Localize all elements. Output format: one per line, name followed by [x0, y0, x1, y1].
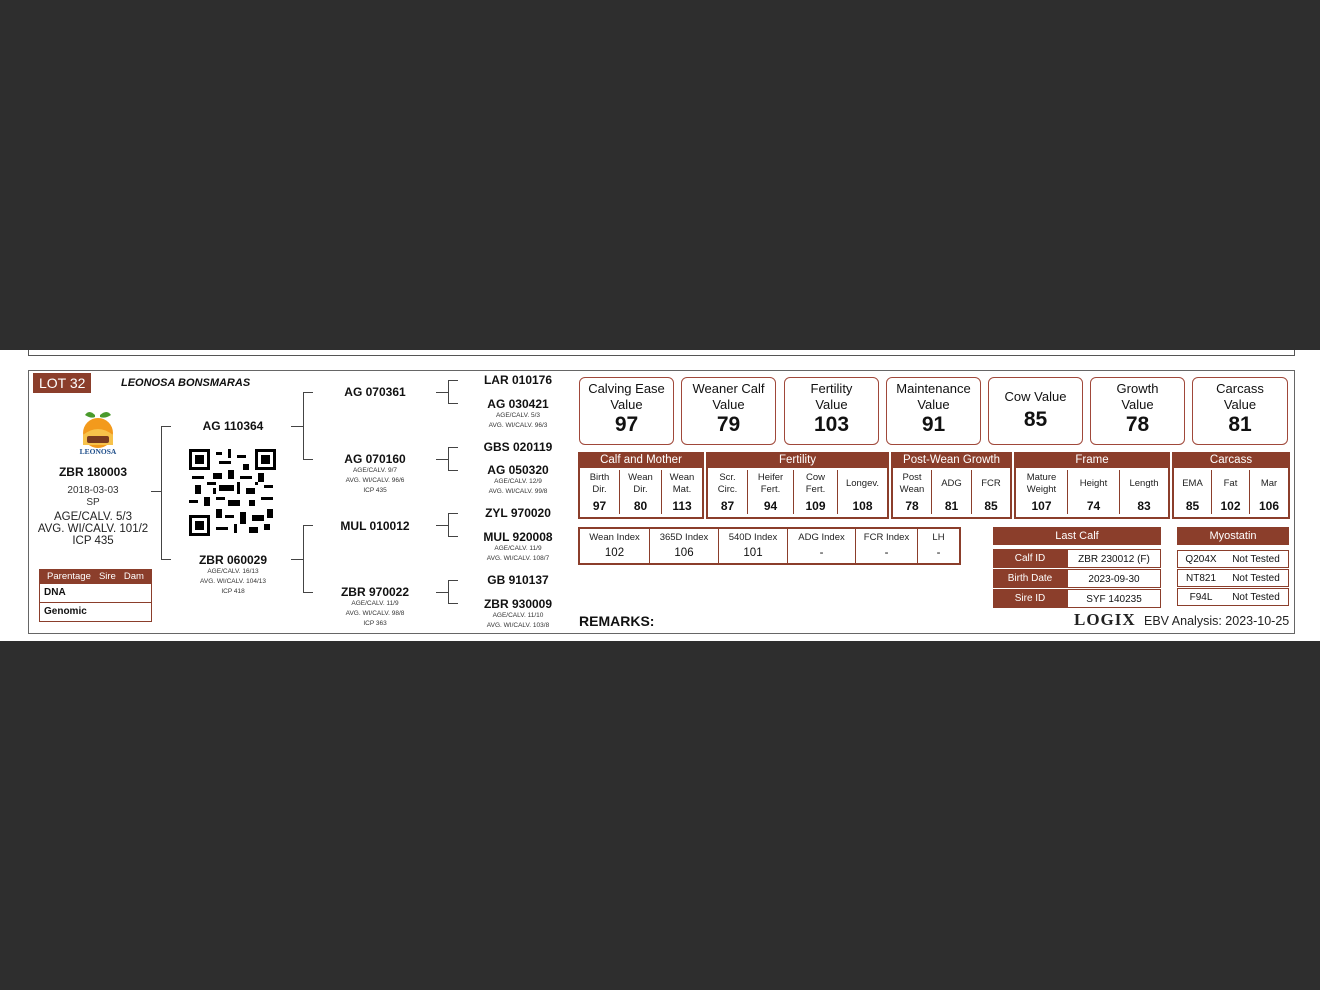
ped-line	[303, 392, 313, 393]
ebv-post-wean	[893, 470, 932, 514]
index-365d	[650, 529, 719, 563]
ebv-value: 85	[984, 499, 998, 513]
value-title: Maintenance	[896, 381, 971, 396]
value-title: Calving Ease	[588, 381, 665, 396]
myostatin-key: Q204X	[1185, 554, 1217, 565]
sds-id: GBS 020119	[483, 440, 553, 454]
value-subtitle: Value	[917, 397, 950, 412]
last-calf-row-birth-date	[993, 569, 1161, 588]
group-calf-and-mother: Calf and Mother	[578, 452, 704, 468]
ebv-value: 109	[805, 499, 826, 513]
index-540d	[719, 529, 788, 563]
parentage-header	[39, 569, 152, 584]
ebv-birth-dir	[580, 470, 620, 514]
ebv-label: Scr. Circ.	[717, 472, 738, 495]
ped-line	[448, 580, 449, 603]
ebv-mature-weight	[1016, 470, 1068, 514]
myostatin-title: Myostatin	[1177, 527, 1289, 545]
index-value: -	[884, 547, 889, 559]
dd-id: ZBR 970022	[340, 585, 410, 599]
sd-avg-wi: AVG. WI/CALV. 96/6	[345, 477, 405, 484]
index-wean	[580, 529, 650, 563]
sire-id: AG 110364	[202, 419, 264, 433]
ebv-label: Fat	[1223, 478, 1238, 489]
ped-line	[448, 470, 458, 471]
ped-line	[436, 459, 448, 460]
dd-icp: ICP 363	[363, 620, 387, 627]
group-fertility: Fertility	[706, 452, 889, 468]
ebv-length	[1120, 470, 1168, 514]
dsd-id: MUL 920008	[483, 530, 553, 544]
animal-icp: ICP 435	[72, 535, 114, 547]
ped-line	[448, 513, 458, 514]
ped-line	[448, 447, 458, 448]
dss-id: ZYL 970020	[485, 506, 551, 520]
index-value: -	[819, 547, 824, 559]
value-title: Weaner Calf	[692, 381, 765, 396]
ebv-value: 108	[852, 499, 873, 513]
ddd-avg-wi: AVG. WI/CALV. 103/8	[486, 622, 550, 629]
value-number: 91	[921, 413, 946, 436]
dds-id: GB 910137	[487, 573, 549, 587]
ebv-label: Length	[1129, 478, 1159, 489]
dd-age-calv: AGE/CALV. 11/9	[351, 600, 399, 607]
myostatin-row-q204x	[1177, 550, 1289, 568]
index-value: 101	[743, 547, 763, 559]
parentage-header-sire: Sire	[98, 571, 116, 582]
index-label: ADG Index	[798, 532, 845, 543]
ebv-longev	[838, 470, 887, 514]
ped-line	[151, 491, 161, 492]
dd-avg-wi: AVG. WI/CALV. 98/8	[345, 610, 405, 617]
parentage-row-dna: DNA	[39, 584, 152, 603]
last-calf-row-calf-id	[993, 549, 1161, 568]
ped-line	[303, 525, 304, 592]
value-title: Fertility	[810, 381, 853, 396]
value-title: Growth	[1116, 381, 1159, 396]
dam-avg-wi: AVG. WI/CALV. 104/13	[200, 578, 266, 585]
animal-birth-date: 2018-03-03	[67, 485, 119, 496]
sd-age-calv: AGE/CALV. 9/7	[352, 467, 398, 474]
last-calf-row-sire-id	[993, 589, 1161, 608]
parentage-header-label: Parentage	[47, 571, 91, 582]
myostatin-key: F94L	[1189, 592, 1213, 603]
last-calf-value: ZBR 230012 (F)	[1067, 549, 1161, 568]
ped-line	[448, 447, 449, 470]
group-post-wean-growth: Post-Wean Growth	[891, 452, 1012, 468]
parentage-header-dam: Dam	[123, 571, 144, 582]
ped-line	[303, 459, 313, 460]
value-box-maintenance	[886, 377, 981, 445]
index-fcr	[856, 529, 918, 563]
dam-age-calv: AGE/CALV. 16/13	[207, 568, 259, 575]
value-number: 85	[1023, 408, 1048, 431]
ped-line	[436, 592, 448, 593]
group-carcass: Carcass	[1172, 452, 1290, 468]
ebv-value: 85	[1185, 499, 1200, 513]
ebv-label: Cow Fert.	[805, 472, 826, 495]
breed-name: LEONOSA BONSMARAS	[121, 377, 251, 389]
ebv-wean-dir	[620, 470, 662, 514]
ebv-value: 97	[592, 499, 607, 513]
ebv-label: FCR	[981, 478, 1001, 489]
ped-line	[436, 525, 448, 526]
index-lh	[918, 529, 959, 563]
last-calf-title: Last Calf	[993, 527, 1161, 545]
value-subtitle: Value	[712, 397, 745, 412]
leonosa-logo-icon	[77, 409, 119, 457]
ped-line	[291, 426, 303, 427]
myostatin-row-nt821	[1177, 569, 1289, 587]
ebv-label: Mature Weight	[1026, 472, 1057, 495]
ebv-value: 107	[1031, 499, 1052, 513]
animal-age-calv: AGE/CALV. 5/3	[54, 511, 132, 523]
dam-icp: ICP 418	[221, 588, 245, 595]
index-adg	[788, 529, 856, 563]
ebv-value: 113	[672, 499, 692, 513]
ebv-wean-mat	[662, 470, 702, 514]
index-label: Wean Index	[589, 532, 640, 543]
index-value: 106	[674, 547, 694, 559]
ebv-analysis-date: EBV Analysis: 2023-10-25	[1144, 614, 1290, 628]
logo-text: LEONOSA	[79, 447, 117, 456]
ped-line	[303, 592, 313, 593]
ped-line	[303, 525, 313, 526]
group-frame: Frame	[1014, 452, 1170, 468]
last-calf-key: Birth Date	[993, 569, 1067, 588]
ebv-value: 78	[905, 499, 919, 513]
last-calf-value: 2023-09-30	[1067, 569, 1161, 588]
ssd-avg-wi: AVG. WI/CALV. 96/3	[488, 422, 548, 429]
ped-line	[161, 426, 162, 559]
index-table	[578, 527, 961, 565]
sd-icp: ICP 435	[363, 487, 387, 494]
ebv-label: Mar	[1260, 478, 1278, 489]
ebv-heifer-fert	[748, 470, 794, 514]
ebv-label: Longev.	[845, 478, 880, 489]
sdd-avg-wi: AVG. WI/CALV. 99/8	[488, 488, 548, 495]
sd-id: AG 070160	[344, 452, 406, 466]
ebv-scr-circ	[708, 470, 748, 514]
remarks-label: REMARKS:	[579, 613, 655, 629]
value-box-fertility	[784, 377, 879, 445]
ped-line	[448, 403, 458, 404]
parentage-table	[39, 569, 152, 622]
ped-line	[161, 426, 171, 427]
ped-line	[448, 380, 449, 403]
value-title: Carcass	[1216, 381, 1264, 396]
ds-id: MUL 010012	[340, 519, 410, 533]
ebv-label: Birth Dir.	[589, 472, 610, 495]
ssd-id: AG 030421	[487, 397, 549, 411]
value-subtitle: Value	[610, 397, 643, 412]
index-label: 365D Index	[659, 532, 709, 543]
lot-badge: LOT 32	[33, 373, 91, 393]
value-box-weaner-calf	[681, 377, 776, 445]
ped-line	[161, 559, 171, 560]
value-number: 78	[1125, 413, 1150, 436]
animal-code: SP	[86, 497, 100, 508]
ebv-value: 80	[633, 499, 648, 513]
ddd-id: ZBR 930009	[483, 597, 553, 611]
value-number: 79	[716, 413, 741, 436]
ebv-ema	[1174, 470, 1212, 514]
dsd-age-calv: AGE/CALV. 11/9	[494, 545, 542, 552]
ebv-value: 74	[1086, 499, 1101, 513]
catalogue-page	[0, 350, 1320, 641]
value-subtitle: Value	[1121, 397, 1154, 412]
ss-id: AG 070361	[344, 385, 406, 399]
ebv-fat	[1212, 470, 1250, 514]
ped-line	[448, 380, 458, 381]
lot-card	[28, 370, 1295, 634]
index-label: FCR Index	[863, 532, 910, 543]
value-number: 103	[813, 413, 850, 436]
ped-line	[303, 392, 304, 459]
ebv-mar	[1250, 470, 1288, 514]
myostatin-key: NT821	[1185, 573, 1216, 584]
ped-line	[448, 536, 458, 537]
ebv-fcr	[972, 470, 1010, 514]
value-title: Cow Value	[1004, 389, 1067, 404]
ebv-adg	[932, 470, 972, 514]
ebv-value: 106	[1258, 499, 1280, 513]
dam-id: ZBR 060029	[198, 553, 268, 567]
value-number: 81	[1228, 413, 1252, 436]
animal-avg-wi: AVG. WI/CALV. 101/2	[37, 523, 149, 535]
ebv-label: Wean Dir.	[628, 472, 653, 495]
ebv-value: 87	[720, 499, 735, 513]
value-number: 97	[614, 413, 639, 436]
ssd-age-calv: AGE/CALV. 5/3	[495, 412, 541, 419]
ped-line	[448, 603, 458, 604]
ebv-label: Post Wean	[899, 472, 925, 495]
sdd-id: AG 050320	[487, 463, 549, 477]
index-value: 102	[604, 547, 625, 559]
ddd-age-calv: AGE/CALV. 11/10	[492, 612, 544, 619]
logix-logo: LOGIX	[1074, 610, 1136, 629]
value-box-cow-value	[988, 377, 1083, 445]
sdd-age-calv: AGE/CALV. 12/9	[494, 478, 542, 485]
ped-line	[448, 580, 458, 581]
index-label: LH	[932, 532, 945, 543]
animal-id: ZBR 180003	[58, 465, 128, 479]
index-label: 540D Index	[728, 532, 778, 543]
ebv-value: 83	[1137, 499, 1151, 513]
value-subtitle: Value	[1223, 397, 1257, 412]
value-box-growth	[1090, 377, 1185, 445]
myostatin-value: Not Tested	[1232, 573, 1280, 584]
ebv-label: ADG	[941, 478, 962, 489]
ped-line	[436, 392, 448, 393]
last-calf-key: Calf ID	[993, 549, 1067, 568]
myostatin-value: Not Tested	[1232, 592, 1280, 603]
ebv-height	[1068, 470, 1120, 514]
ebv-label: Wean Mat.	[669, 472, 695, 495]
parentage-row-genomic: Genomic	[39, 603, 152, 622]
ebv-label: Heifer Fert.	[757, 472, 784, 495]
ebv-value: 94	[763, 499, 778, 513]
value-subtitle: Value	[815, 397, 848, 412]
value-box-calving-ease	[579, 377, 674, 445]
last-calf-key: Sire ID	[993, 589, 1067, 608]
last-calf-value: SYF 140235	[1067, 589, 1161, 608]
index-value: -	[936, 547, 941, 559]
ebv-label: EMA	[1182, 478, 1203, 489]
ebv-value: 102	[1220, 499, 1241, 513]
ebv-label: Height	[1079, 478, 1108, 489]
value-box-carcass	[1192, 377, 1288, 445]
ped-line	[291, 559, 303, 560]
sss-id: LAR 010176	[483, 373, 553, 387]
ebv-cow-fert	[794, 470, 838, 514]
previous-lot-card-edge	[28, 350, 1295, 356]
dsd-avg-wi: AVG. WI/CALV. 108/7	[486, 555, 550, 562]
ebv-value: 81	[944, 499, 959, 513]
ped-line	[448, 513, 449, 536]
qr-code-icon	[189, 449, 276, 536]
myostatin-row-f94l	[1177, 588, 1289, 606]
myostatin-value: Not Tested	[1232, 554, 1280, 565]
